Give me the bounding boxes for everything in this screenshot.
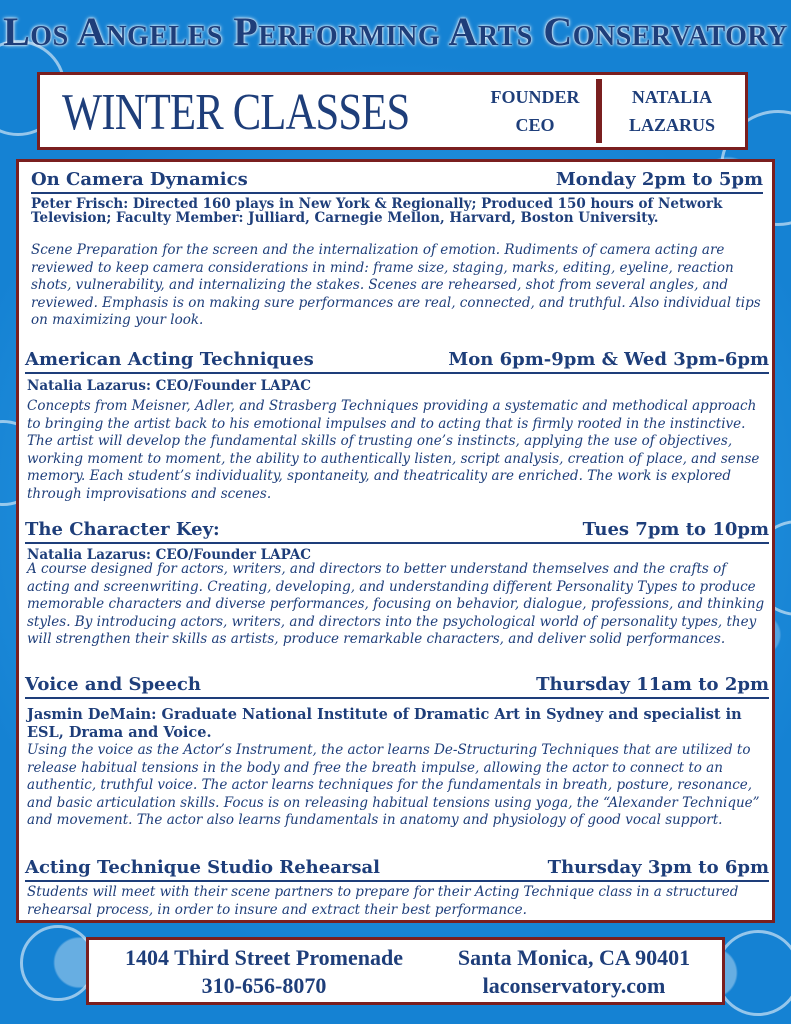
course-header [25,674,769,699]
course-instructor: Jasmin DeMain: Graduate National Institute of Dramatic Art in Sydney and specialist in ESL, Drama and Voice. [27,706,742,741]
address: 1404 Third Street Promenade [124,945,404,970]
course-title: Acting Technique Studio Rehearsal [25,857,380,878]
location-block [439,944,709,1000]
classes-panel [16,159,775,923]
city: Santa Monica, CA 90401 [457,945,691,970]
course-title: The Character Key: [25,519,220,540]
course-title: American Acting Techniques [25,349,314,370]
course-title: Voice and Speech [25,674,201,695]
course-instructor: Peter Frisch: Directed 160 plays in New York & Regionally; Produced 150 hours of Network Television; Faculty Member: Julliard, Carnegie Mellon, Harvard, Boston University. [31,196,723,226]
course-description: A course designed for actors, writers, and directors to better understand themselves and the crafts of acting and screenwriting. Creating, developing, and understanding different Personality Types to produce memorable characters and diverse performances, focusing on behavior, dialogue, professions, and thinking styles. By introducing actors, writers, and directors into the psychological world of personality types, they will strengthen their skills as artists, produce remarkable characters, and deliver solid performances. [27,561,765,647]
course-instructor: Natalia Lazarus: CEO/Founder LAPAC [27,378,312,394]
course-schedule: Thursday 11am to 2pm [536,674,769,695]
role-line: FOUNDER [490,87,580,107]
course-description: Using the voice as the Actor’s Instrument, the actor learns De-Structuring Techniques that are utilized to release habitual tensions in the body and free the breath impulse, allowing the actor to connect to an authentic, truthful voice. The actor learns techniques for the fundamentals in breath, posture, resonance, and basic articulation skills. Focus is on releasing habitual tensions using yoga, the “Alexander Technique” and movement. The actor also learns fundamentals in anatomy and physiology of good vocal support. [27,742,760,828]
founder-role [480,83,590,139]
name-line: LAZARUS [628,115,716,135]
course-schedule: Thursday 3pm to 6pm [547,857,769,878]
banner-divider [596,79,602,143]
contact-footer [86,937,725,1005]
course-description: Scene Preparation for the screen and the internalization of emotion. Rudiments of camera acting are reviewed to keep camera considerations in mind: frame size, staging, marks, editing, eyeline, reaction shots, vulnerability, and internalizing the stakes. Scenes are rehearsed, shot from several angles, and reviewed. Emphasis is on making sure performances are real, connected, and truthful. Also individual tips on maximizing your look. [31,242,761,328]
phone[interactable]: 310-656-8070 [201,973,327,998]
snowflake-decoration [20,925,96,1001]
course-header [25,857,769,882]
title-banner [37,72,748,150]
banner-title: WINTER CLASSES [62,84,410,141]
page-title: Los Angeles Performing Arts Conservatory [3,9,788,54]
course-schedule: Monday 2pm to 5pm [555,169,763,190]
course-title: On Camera Dynamics [31,169,248,190]
address-block [99,944,429,1000]
website-link[interactable]: laconservatory.com [482,973,666,998]
name-line: NATALIA [631,87,713,107]
role-line: CEO [515,115,555,135]
course-schedule: Tues 7pm to 10pm [582,519,769,540]
course-header [25,519,769,544]
course-description: Concepts from Meisner, Adler, and Strasberg Techniques providing a systematic and methodical approach to bringing the artist back to his emotional impulses and to acting that is firmly rooted in the instinctive. The artist will develop the fundamental skills of trusting one’s instincts, applying the use of objectives, working moment to moment, the ability to authentically listen, script analysis, creation of place, and sense memory. Each student’s individuality, spontaneity, and theatricality are enriched. The work is explored through improvisations and scenes. [27,398,760,502]
course-instructor: Natalia Lazarus: CEO/Founder LAPAC [27,547,312,563]
course-description: Students will meet with their scene partners to prepare for their Acting Technique class in a structured rehearsal process, in order to insure and extract their best performance. [27,884,739,918]
snowflake-decoration [715,930,791,1016]
course-header [31,169,763,194]
course-header [25,349,769,374]
course-schedule: Mon 6pm-9pm & Wed 3pm-6pm [448,349,769,370]
founder-name [612,83,732,139]
